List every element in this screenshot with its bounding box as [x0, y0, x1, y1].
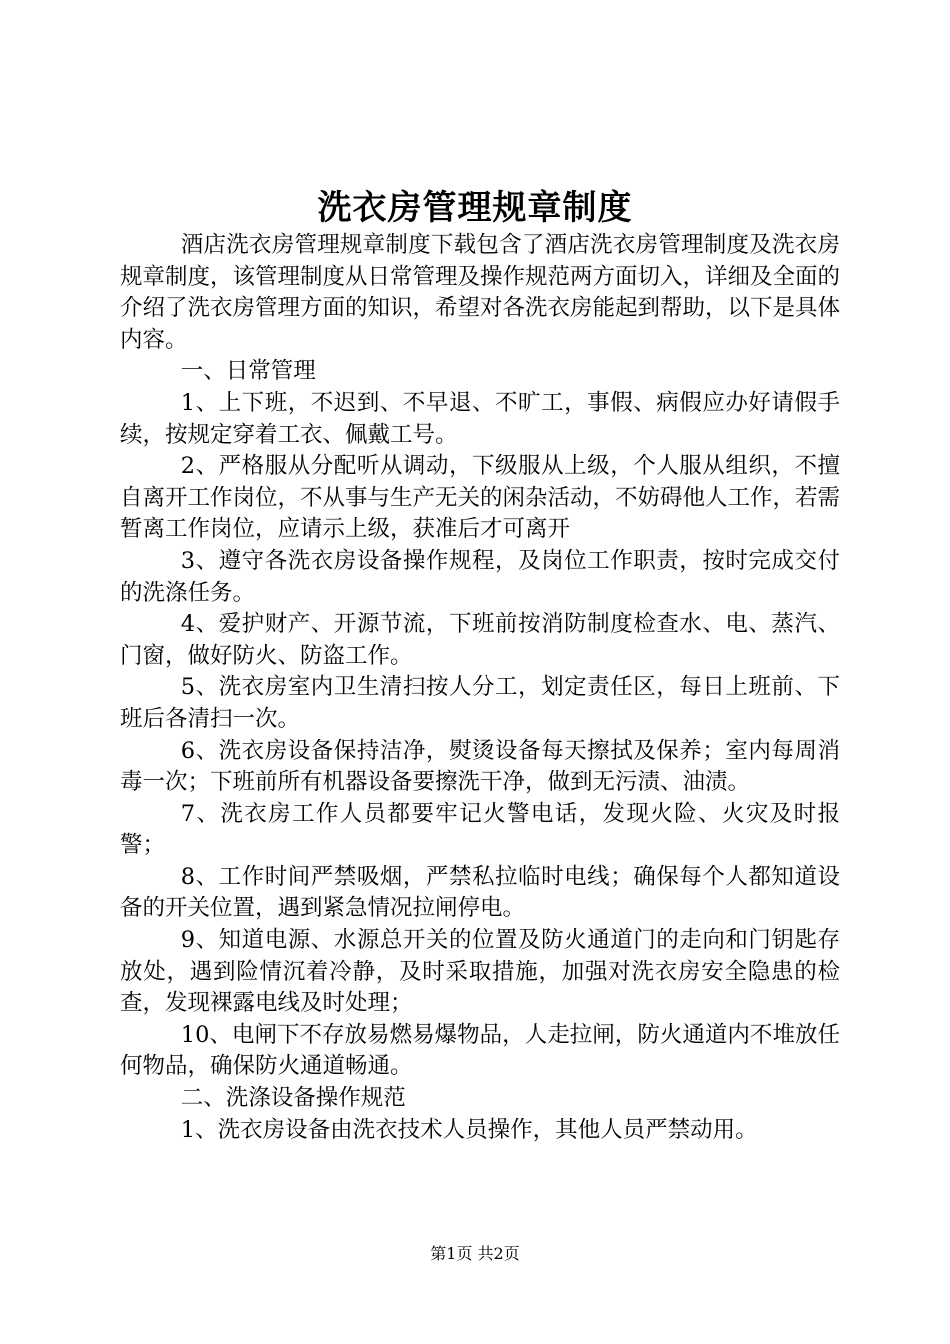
rule-paragraph: 6、洗衣房设备保持洁净，熨烫设备每天擦拭及保养；室内每周消毒一次；下班前所有机器设备要擦洗干净，做到无污渍、油渍。: [120, 737, 840, 796]
rule-paragraph: 5、洗衣房室内卫生清扫按人分工，划定责任区，每日上班前、下班后各清扫一次。: [120, 674, 840, 732]
rule-paragraph: 4、爱护财产、开源节流，下班前按消防制度检查水、电、蒸汽、门窗，做好防火、防盗工作。: [120, 611, 840, 669]
rule-paragraph: 8、工作时间严禁吸烟，严禁私拉临时电线；确保每个人都知道设备的开关位置，遇到紧急情况拉闸停电。: [120, 863, 840, 922]
rule-paragraph: 9、知道电源、水源总开关的位置及防火通道门的走向和门钥匙存放处，遇到险情沉着冷静，及时采取措施，加强对洗衣房安全隐患的检查，发现裸露电线及时处理；: [120, 927, 840, 1017]
page-footer: 第1页 共2页: [430, 1244, 520, 1263]
section-heading: 二、洗涤设备操作规范: [180, 1085, 406, 1112]
rule-paragraph: 3、遵守各洗衣房设备操作规程，及岗位工作职责，按时完成交付的洗涤任务。: [120, 547, 840, 606]
rule-paragraph: 7、洗衣房工作人员都要牢记火警电话，发现火险、火灾及时报警；: [120, 800, 840, 859]
rule-paragraph: 2、严格服从分配听从调动，下级服从上级，个人服从组织，不擅自离开工作岗位，不从事与生产无关的闲杂活动，不妨碍他人工作，若需暂离工作岗位，应请示上级，获准后才可离开: [120, 453, 841, 543]
document-body: [120, 230, 840, 1146]
rule-paragraph: 10、电闸下不存放易燃易爆物品，人走拉闸，防火通道内不堆放任何物品，确保防火通道畅通。: [120, 1021, 840, 1080]
rule-paragraph: 1、洗衣房设备由洗衣技术人员操作，其他人员严禁动用。: [180, 1116, 758, 1143]
section-heading: 一、日常管理: [180, 358, 316, 385]
intro-paragraph: 酒店洗衣房管理规章制度下载包含了酒店洗衣房管理制度及洗衣房规章制度，该管理制度从日常管理及操作规范两方面切入，详细及全面的介绍了洗衣房管理方面的知识，希望对各洗衣房能起到帮助，以下是具体内容。: [120, 232, 841, 353]
document-title: 洗衣房管理规章制度: [317, 188, 633, 228]
rule-paragraph: 1、上下班，不迟到、不早退、不旷工，事假、病假应办好请假手续，按规定穿着工衣、佩戴工号。: [120, 389, 840, 448]
